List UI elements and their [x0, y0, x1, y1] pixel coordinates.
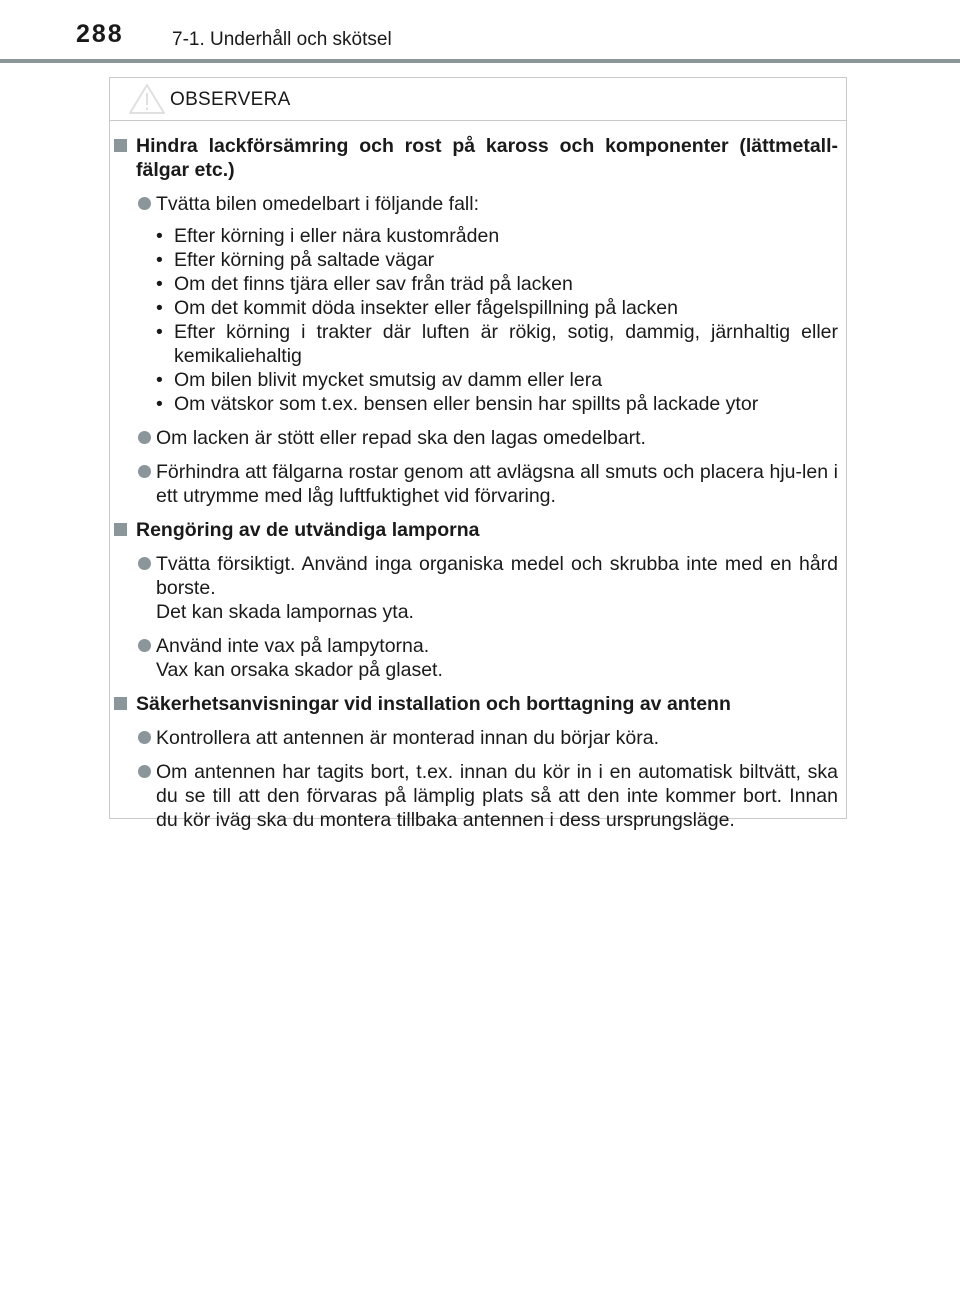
sub-list-text: Om bilen blivit mycket smutsig av damm eller lera [174, 369, 603, 391]
sub-list-item [156, 368, 838, 392]
bullet-text: Tvätta försiktigt. Använd inga organiska medel och skrubba inte med en hård borste. [156, 553, 838, 599]
sub-list-item [156, 392, 838, 416]
small-dot-icon: • [156, 369, 163, 391]
sub-list [110, 224, 838, 416]
sub-list-text: Om det finns tjära eller sav från träd på lacken [174, 273, 573, 295]
small-dot-icon: • [156, 321, 163, 343]
section-heading-text: Hindra lackförsämring och rost på kaross och komponenter (lättmetall-fälgar etc.) [136, 135, 838, 181]
section-heading [110, 518, 838, 542]
small-dot-icon: • [156, 393, 163, 415]
bullet-text: Om antennen har tagits bort, t.ex. innan du kör in i en automatisk biltvätt, ska du se till att den förvaras på lämplig plats så att den inte kommer bort. Innan du kör iväg ska du montera tillbaka antennen i dess ursprungsläge. [156, 761, 838, 831]
square-bullet-icon [114, 697, 127, 710]
notice-header [110, 78, 846, 121]
bullet-text: Tvätta bilen omedelbart i följande fall: [156, 193, 480, 215]
sub-list-text: Om det kommit döda insekter eller fågelspillning på lacken [174, 297, 679, 319]
section-heading-text: Rengöring av de utvändiga lamporna [136, 519, 480, 541]
small-dot-icon: • [156, 225, 163, 247]
header-rule [0, 59, 960, 63]
notice-label: OBSERVERA [170, 89, 291, 110]
sub-list-text: Efter körning i eller nära kustområden [174, 225, 500, 247]
sub-list-item [156, 248, 838, 272]
circle-bullet-icon [138, 765, 151, 778]
bullet-text: Kontrollera att antennen är monterad innan du börjar köra. [156, 727, 659, 749]
bullet-item [110, 460, 838, 508]
bullet-item [110, 634, 838, 682]
circle-bullet-icon [138, 731, 151, 744]
sub-list-item [156, 224, 838, 248]
bullet-item [110, 192, 838, 216]
section-heading [110, 692, 838, 716]
circle-bullet-icon [138, 465, 151, 478]
warning-triangle-icon [128, 83, 166, 115]
section-title: 7-1. Underhåll och skötsel [172, 29, 392, 50]
circle-bullet-icon [138, 557, 151, 570]
section-heading-text: Säkerhetsanvisningar vid installation och borttagning av antenn [136, 693, 731, 715]
small-dot-icon: • [156, 297, 163, 319]
square-bullet-icon [114, 139, 127, 152]
circle-bullet-icon [138, 639, 151, 652]
bullet-item [110, 552, 838, 624]
bullet-text: Förhindra att fälgarna rostar genom att avlägsna all smuts och placera hju-len i ett utrymme med låg luftfuktighet vid förvaring. [156, 461, 838, 507]
bullet-item [110, 726, 838, 750]
sub-list-text: Efter körning på saltade vägar [174, 249, 435, 271]
bullet-item [110, 426, 838, 450]
notice-body [110, 134, 846, 842]
circle-bullet-icon [138, 431, 151, 444]
bullet-text: Det kan skada lampornas yta. [156, 601, 414, 623]
circle-bullet-icon [138, 197, 151, 210]
square-bullet-icon [114, 523, 127, 536]
sub-list-item [156, 320, 838, 368]
sub-list-text: Om vätskor som t.ex. bensen eller bensin har spillts på lackade ytor [174, 393, 759, 415]
sub-list-item [156, 272, 838, 296]
small-dot-icon: • [156, 273, 163, 295]
page-number: 288 [76, 20, 124, 48]
sub-list-item [156, 296, 838, 320]
bullet-text: Vax kan orsaka skador på glaset. [156, 659, 443, 681]
section-heading [110, 134, 838, 182]
page-header [0, 0, 960, 64]
bullet-text: Använd inte vax på lampytorna. [156, 635, 430, 657]
notice-box [109, 77, 847, 831]
bullet-item [110, 760, 838, 832]
sub-list-text: Efter körning i trakter där luften är rökig, sotig, dammig, järnhaltig eller kemikaliehaltig [174, 321, 838, 367]
small-dot-icon: • [156, 249, 163, 271]
bullet-text: Om lacken är stött eller repad ska den lagas omedelbart. [156, 427, 646, 449]
